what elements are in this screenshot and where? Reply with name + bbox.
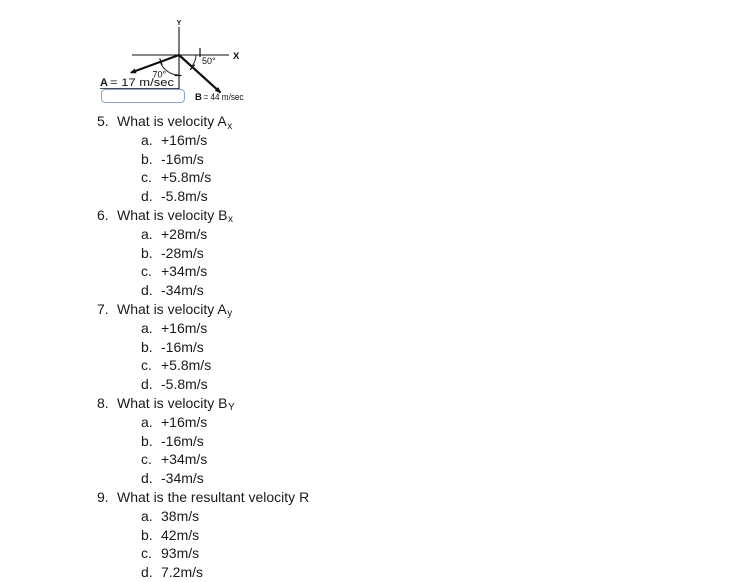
option-text: -28m/s (161, 244, 204, 261)
question-subscript: x (227, 120, 233, 132)
answer-option (90, 413, 510, 432)
option-text: -16m/s (161, 432, 204, 449)
answer-option (90, 375, 510, 394)
option-text: +28m/s (161, 225, 208, 242)
answer-option (90, 131, 510, 150)
question-subscript: Y (227, 402, 235, 414)
option-text: -5.8m/s (161, 376, 208, 393)
vector-a-value: = 17 m/sec (110, 77, 175, 89)
option-letter: c. (141, 263, 152, 280)
answer-option (90, 450, 510, 469)
question-number: 8. (97, 394, 109, 411)
option-letter: d. (141, 564, 153, 581)
option-letter: d. (141, 376, 153, 393)
answer-option (90, 338, 510, 357)
question-number: 9. (97, 488, 109, 505)
option-text: -34m/s (161, 282, 204, 299)
answer-option (90, 319, 510, 338)
answer-option (90, 432, 510, 451)
vector-b-letter: B (195, 92, 202, 103)
question-subscript: y (227, 308, 233, 320)
option-text: +16m/s (161, 413, 208, 430)
angle-label-70: 70° (152, 69, 167, 80)
question-heading-8 (90, 394, 510, 413)
x-axis-label: X (233, 51, 240, 62)
option-letter: b. (141, 526, 153, 543)
option-text: -16m/s (161, 338, 204, 355)
option-text: +5.8m/s (161, 169, 212, 186)
option-letter: a. (141, 507, 153, 524)
option-letter: b. (141, 432, 153, 449)
answer-option (90, 507, 510, 526)
answer-option (90, 168, 510, 187)
y-axis-label: Y (176, 20, 182, 27)
answer-option (90, 544, 510, 563)
option-text: +16m/s (161, 131, 208, 148)
option-letter: c. (141, 451, 152, 468)
answer-option (90, 150, 510, 169)
answer-option (90, 244, 510, 263)
question-text: What is velocity $B_Y$ (117, 394, 235, 414)
option-letter: c. (141, 357, 152, 374)
vector-a-letter: A (100, 77, 108, 89)
answer-option (90, 526, 510, 545)
question-heading-5 (90, 112, 510, 131)
answer-option (90, 281, 510, 300)
option-text: +16m/s (161, 319, 208, 336)
option-letter: a. (141, 131, 153, 148)
question-number: 5. (97, 113, 109, 129)
answer-option (90, 225, 510, 244)
answer-option (90, 469, 510, 488)
option-letter: a. (141, 225, 153, 242)
option-text: 7.2m/s (161, 564, 204, 581)
option-letter: b. (141, 150, 153, 167)
answer-option (90, 262, 510, 281)
option-letter: c. (141, 169, 152, 186)
question-heading-7 (90, 300, 510, 319)
question-text: What is velocity $A_x$ (117, 113, 233, 132)
angle-arc-50 (192, 55, 196, 66)
question-heading-9 (90, 488, 510, 507)
question-text: What is the resultant velocity R (117, 488, 310, 505)
answer-option (90, 563, 510, 582)
option-text: -34m/s (161, 470, 204, 487)
question-text: What is velocity $A_y$ (117, 300, 233, 320)
option-text: +5.8m/s (161, 357, 212, 374)
angle-label-50: 50° (202, 56, 216, 66)
answer-option (90, 187, 510, 206)
question-subscript: x (227, 214, 233, 226)
option-letter: b. (141, 338, 153, 355)
option-text: 93m/s (161, 545, 200, 562)
question-list (90, 112, 510, 582)
option-text: 42m/s (161, 526, 200, 543)
option-letter: a. (141, 319, 153, 336)
question-heading-6 (90, 206, 510, 225)
option-letter: c. (141, 545, 152, 562)
option-text: +34m/s (161, 451, 208, 468)
question-number: 7. (97, 300, 109, 317)
option-letter: d. (141, 188, 153, 205)
option-letter: d. (141, 282, 153, 299)
option-text: -5.8m/s (161, 188, 208, 205)
option-letter: d. (141, 470, 153, 487)
option-text: 38m/s (161, 507, 200, 524)
option-letter: b. (141, 244, 153, 261)
option-text: +34m/s (161, 263, 208, 280)
option-text: -16m/s (161, 150, 204, 167)
question-number: 6. (97, 206, 109, 223)
vector-b-value: = 44 m/sec (203, 92, 244, 103)
answer-option (90, 356, 510, 375)
answer-box[interactable] (101, 89, 185, 103)
option-letter: a. (141, 413, 153, 430)
question-text: What is velocity $B_x$ (117, 206, 233, 226)
vector-a-arrowhead-icon (130, 69, 137, 74)
